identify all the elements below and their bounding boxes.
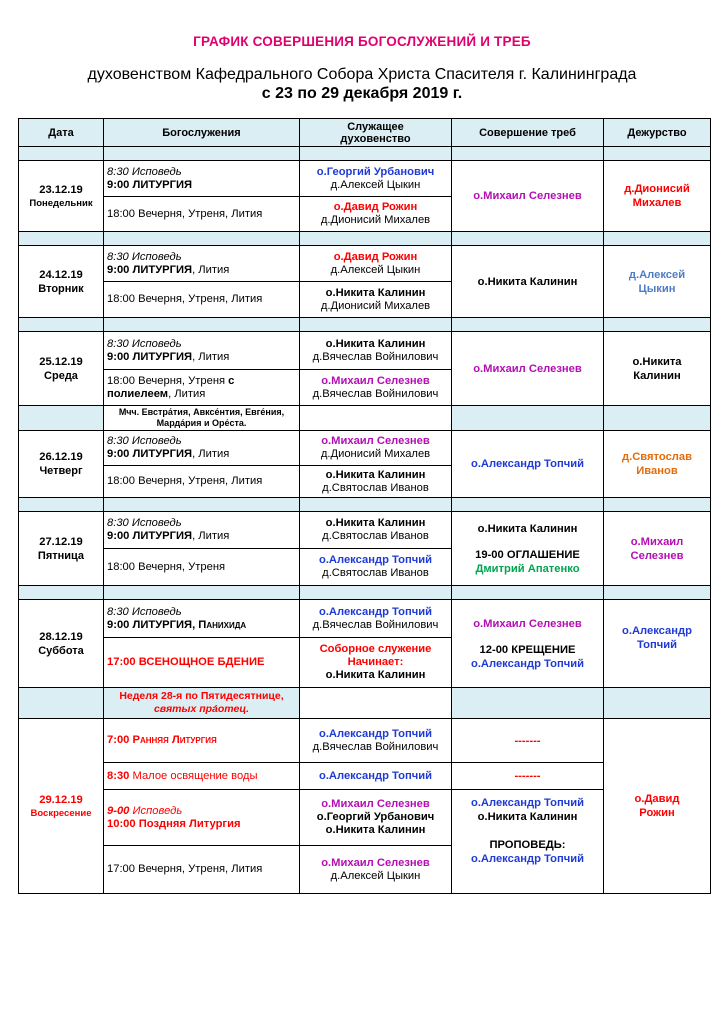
feast-note bbox=[104, 406, 300, 431]
liturgy-time: 9:00 ЛИТУРГИЯ bbox=[107, 448, 193, 460]
late-liturgy bbox=[104, 790, 300, 846]
priest: о.Александр Топчий bbox=[318, 554, 432, 566]
weekday: Суббота bbox=[38, 644, 84, 657]
evening-service: 18:00 Вечерня, Утреня, Лития bbox=[104, 282, 300, 318]
treby-cell bbox=[452, 600, 604, 688]
treby-event-by: о.Александр Топчий bbox=[470, 657, 584, 670]
page-title: ГРАФИК СОВЕРШЕНИЯ БОГОСЛУЖЕНИЙ И ТРЕБ bbox=[193, 34, 531, 49]
early-liturgy bbox=[104, 719, 300, 763]
service-extra: , Лития bbox=[192, 530, 230, 542]
table-header-row bbox=[19, 119, 711, 147]
priest: о.Никита Калинин bbox=[325, 669, 426, 681]
confession-time: 8:30 Исповедь bbox=[107, 517, 182, 529]
priest: о.Михаил Селезнев bbox=[321, 798, 430, 810]
sunday-note bbox=[104, 688, 300, 719]
feast-note-row bbox=[19, 406, 711, 431]
deacon: д.Святослав Иванов bbox=[322, 567, 429, 579]
duty-line1: д.Алексей bbox=[628, 268, 686, 281]
weekday: Среда bbox=[44, 369, 78, 382]
separator-row bbox=[19, 586, 711, 600]
deacon: д.Вячеслав Войнилович bbox=[312, 387, 439, 400]
duty-cell bbox=[604, 431, 711, 498]
header-clergy bbox=[300, 119, 452, 147]
morning-services bbox=[104, 512, 300, 549]
treby-cell bbox=[452, 512, 604, 586]
date-cell bbox=[19, 512, 104, 586]
date-value: 24.12.19 bbox=[39, 268, 83, 281]
liturgy-time: 9:00 ЛИТУРГИЯ bbox=[107, 263, 193, 276]
priest: о.Александр Топчий bbox=[300, 763, 452, 790]
evening-service: 18:00 Вечерня, Утреня, Лития bbox=[104, 197, 300, 232]
deacon: д.Алексей Цыкин bbox=[330, 263, 421, 276]
treby-cell: ------- bbox=[452, 763, 604, 790]
day-row-27 bbox=[19, 512, 711, 549]
morning-clergy bbox=[300, 246, 452, 282]
morning-services bbox=[104, 246, 300, 282]
feast-line1: Мчч. Евстра́тия, Авксе́нтия, Евге́ния, bbox=[118, 407, 285, 417]
service-extra: , Лития bbox=[192, 350, 230, 363]
header-clergy-line1: Служащее bbox=[347, 120, 404, 133]
water-blessing bbox=[104, 763, 300, 790]
evening-service bbox=[104, 370, 300, 406]
header-duty: Дежурство bbox=[604, 119, 711, 147]
priest: о.Никита Калинин bbox=[325, 286, 426, 299]
duty-line1: о.Никита bbox=[632, 355, 682, 368]
deacon: д.Дионисий Михалев bbox=[320, 299, 431, 312]
date-value: 25.12.19 bbox=[39, 355, 83, 368]
treby-priest: о.Никита Калинин bbox=[477, 522, 578, 535]
separator-row bbox=[19, 318, 711, 332]
date-value: 29.12.19 bbox=[39, 793, 83, 806]
treby-priest: о.Александр Топчий bbox=[470, 797, 584, 809]
service-name: Малое освящение воды bbox=[129, 769, 258, 782]
duty-cell bbox=[604, 246, 711, 318]
treby-cell: о.Михаил Селезнев bbox=[452, 332, 604, 406]
priest: о.Михаил Селезнев bbox=[321, 856, 430, 869]
duty-line2: Иванов bbox=[636, 465, 678, 477]
header-services: Богослужения bbox=[104, 119, 300, 147]
date-cell bbox=[19, 332, 104, 406]
duty-line1: о.Михаил bbox=[630, 535, 684, 548]
treby-cell: о.Никита Калинин bbox=[452, 246, 604, 318]
date-value: 27.12.19 bbox=[39, 535, 83, 548]
duty-cell bbox=[604, 332, 711, 406]
deacon: д.Дионисий Михалев bbox=[320, 448, 431, 460]
priest: о.Никита Калинин bbox=[325, 517, 426, 529]
deacon: д.Алексей Цыкин bbox=[330, 869, 421, 882]
service-extra: , Лития bbox=[168, 387, 206, 400]
evening-service: 18:00 Вечерня, Утреня, Лития bbox=[104, 466, 300, 498]
treby-event: 12-00 КРЕЩЕНИЕ bbox=[479, 643, 576, 656]
treby-cell: о.Михаил Селезнев bbox=[452, 161, 604, 232]
confession-time: 8:30 Исповедь bbox=[107, 435, 182, 447]
early-liturgy-clergy bbox=[300, 719, 452, 763]
morning-clergy bbox=[300, 161, 452, 197]
evening-service: 17:00 ВСЕНОЩНОЕ БДЕНИЕ bbox=[104, 638, 300, 688]
service-extra: , Лития bbox=[192, 263, 230, 276]
sermon-by: о.Александр Топчий bbox=[470, 853, 584, 865]
deacon: д.Вячеслав Войнилович bbox=[312, 618, 439, 631]
liturgy-time: 9:00 ЛИТУРГИЯ, bbox=[107, 618, 199, 631]
duty-line2: Михалев bbox=[632, 197, 682, 209]
treby-event-by: Дмитрий Апатенко bbox=[475, 562, 580, 575]
confession-time: 8:30 Исповедь bbox=[107, 337, 182, 350]
priest: о.Михаил Селезнев bbox=[321, 435, 430, 447]
evening-clergy bbox=[300, 370, 452, 406]
morning-services bbox=[104, 161, 300, 197]
sunday-note-line2: святых пра́отец. bbox=[153, 703, 250, 715]
weekday: Вторник bbox=[38, 282, 84, 295]
service-time: 8:30 bbox=[107, 769, 130, 782]
priest: о.Георгий Урбанович bbox=[316, 811, 435, 823]
treby-priest: о.Михаил Селезнев bbox=[473, 617, 582, 630]
morning-clergy bbox=[300, 431, 452, 466]
evening-service: 18:00 Вечерня, Утреня bbox=[104, 549, 300, 586]
evening-clergy bbox=[300, 638, 452, 688]
date-cell bbox=[19, 600, 104, 688]
date-cell bbox=[19, 431, 104, 498]
separator-row bbox=[19, 232, 711, 246]
feast-line2: Марда́рия и Оре́ста. bbox=[156, 418, 247, 428]
weekday: Воскресение bbox=[30, 807, 92, 819]
weekday: Пятница bbox=[37, 549, 85, 562]
sobor-service: Соборное служение bbox=[319, 643, 432, 655]
evening-clergy bbox=[300, 466, 452, 498]
service-time: 9-00 bbox=[107, 804, 130, 817]
begins-label: Начинает: bbox=[347, 656, 404, 668]
treby-priest: о.Никита Калинин bbox=[477, 811, 578, 823]
separator-row bbox=[19, 498, 711, 512]
date-value: 28.12.19 bbox=[39, 630, 83, 643]
morning-clergy bbox=[300, 332, 452, 370]
header-treby: Совершение треб bbox=[452, 119, 604, 147]
duty-line2: Селезнев bbox=[630, 549, 684, 562]
day-row-26 bbox=[19, 431, 711, 466]
duty-line1: д.Дионисий bbox=[624, 183, 690, 195]
evening-clergy bbox=[300, 846, 452, 894]
duty-line2: Рожин bbox=[639, 807, 675, 819]
deacon: д.Святослав Иванов bbox=[322, 530, 429, 542]
page-subtitle: духовенством Кафедрального Собора Христа Спасителя г. Калининграда bbox=[87, 66, 637, 83]
weekday: Понедельник bbox=[29, 197, 93, 209]
evening-clergy bbox=[300, 282, 452, 318]
panikhida: Панихида bbox=[198, 618, 247, 631]
confession-time: 8:30 Исповедь bbox=[107, 165, 182, 178]
date-range: с 23 по 29 декабря 2019 г. bbox=[261, 85, 463, 102]
priest: о.Михаил Селезнев bbox=[321, 374, 430, 387]
liturgy-time: 9:00 ЛИТУРГИЯ bbox=[107, 530, 193, 542]
priest: о.Никита Калинин bbox=[325, 824, 426, 836]
day-row-23 bbox=[19, 161, 711, 197]
sunday-note-line1: Неделя 28-я по Пятидесятнице, bbox=[119, 690, 284, 702]
duty-cell bbox=[604, 512, 711, 586]
service-time: 7:00 bbox=[107, 734, 133, 746]
separator-row bbox=[19, 147, 711, 161]
morning-clergy bbox=[300, 512, 452, 549]
morning-services bbox=[104, 431, 300, 466]
weekday: Четверг bbox=[39, 465, 83, 477]
deacon: д.Дионисий Михалев bbox=[320, 214, 431, 226]
deacon: д.Алексей Цыкин bbox=[330, 178, 421, 191]
treby-cell: ------- bbox=[452, 719, 604, 763]
duty-cell bbox=[604, 600, 711, 688]
day-row-29 bbox=[19, 719, 711, 763]
priest: о.Давид Рожин bbox=[333, 250, 418, 263]
duty-line2: Топчий bbox=[637, 639, 677, 651]
date-value: 23.12.19 bbox=[39, 183, 83, 196]
evening-service: 17:00 Вечерня, Утреня, Лития bbox=[104, 846, 300, 894]
deacon: д.Вячеслав Войнилович bbox=[312, 740, 439, 753]
priest: о.Никита Калинин bbox=[325, 337, 426, 350]
priest: о.Александр Топчий bbox=[318, 605, 432, 618]
day-row-24 bbox=[19, 246, 711, 282]
duty-cell bbox=[604, 161, 711, 232]
service-name: Исповедь bbox=[129, 804, 183, 817]
liturgy-time: 9:00 ЛИТУРГИЯ bbox=[107, 178, 193, 191]
header-date: Дата bbox=[19, 119, 104, 147]
morning-services bbox=[104, 600, 300, 638]
morning-clergy bbox=[300, 600, 452, 638]
schedule-table bbox=[18, 118, 711, 894]
liturgy-time: 9:00 ЛИТУРГИЯ bbox=[107, 350, 193, 363]
priest: о.Георгий Урбанович bbox=[316, 165, 435, 178]
late-liturgy-time: 10:00 Поздняя Литургия bbox=[107, 817, 241, 830]
duty-line2: Цыкин bbox=[638, 282, 676, 295]
priest: о.Александр Топчий bbox=[318, 727, 432, 740]
morning-services bbox=[104, 332, 300, 370]
duty-line1: д.Святослав bbox=[622, 451, 692, 463]
duty-line1: о.Александр bbox=[622, 625, 692, 637]
service-extra: , Лития bbox=[192, 448, 230, 460]
confession-time: 8:30 Исповедь bbox=[107, 250, 182, 263]
service-name: Ранняя Литургия bbox=[132, 734, 217, 746]
date-cell bbox=[19, 719, 104, 894]
treby-cell bbox=[452, 790, 604, 894]
polyeleos: полиелеем bbox=[107, 387, 169, 400]
duty-line1: о.Давид bbox=[634, 793, 680, 805]
service-text-bold: с bbox=[228, 374, 235, 387]
evening-clergy bbox=[300, 549, 452, 586]
priest: о.Давид Рожин bbox=[333, 201, 418, 213]
priest: о.Никита Калинин bbox=[325, 468, 426, 481]
treby-cell: о.Александр Топчий bbox=[452, 431, 604, 498]
date-cell bbox=[19, 246, 104, 318]
evening-clergy bbox=[300, 197, 452, 232]
confession-time: 8:30 Исповедь bbox=[107, 605, 182, 618]
day-row-25 bbox=[19, 332, 711, 370]
sermon-label: ПРОПОВЕДЬ: bbox=[489, 839, 566, 851]
sunday-note-row bbox=[19, 688, 711, 719]
deacon: д.Вячеслав Войнилович bbox=[312, 350, 439, 363]
duty-line2: Калинин bbox=[633, 369, 681, 382]
treby-event: 19-00 ОГЛАШЕНИЕ bbox=[475, 548, 580, 561]
header-clergy-line2: духовенство bbox=[340, 132, 411, 145]
day-row-28 bbox=[19, 600, 711, 638]
date-cell bbox=[19, 161, 104, 232]
date-value: 26.12.19 bbox=[39, 451, 83, 463]
late-liturgy-clergy bbox=[300, 790, 452, 846]
duty-cell bbox=[604, 719, 711, 894]
service-text: 18:00 Вечерня, Утреня bbox=[107, 374, 229, 387]
deacon: д.Святослав Иванов bbox=[322, 481, 429, 494]
